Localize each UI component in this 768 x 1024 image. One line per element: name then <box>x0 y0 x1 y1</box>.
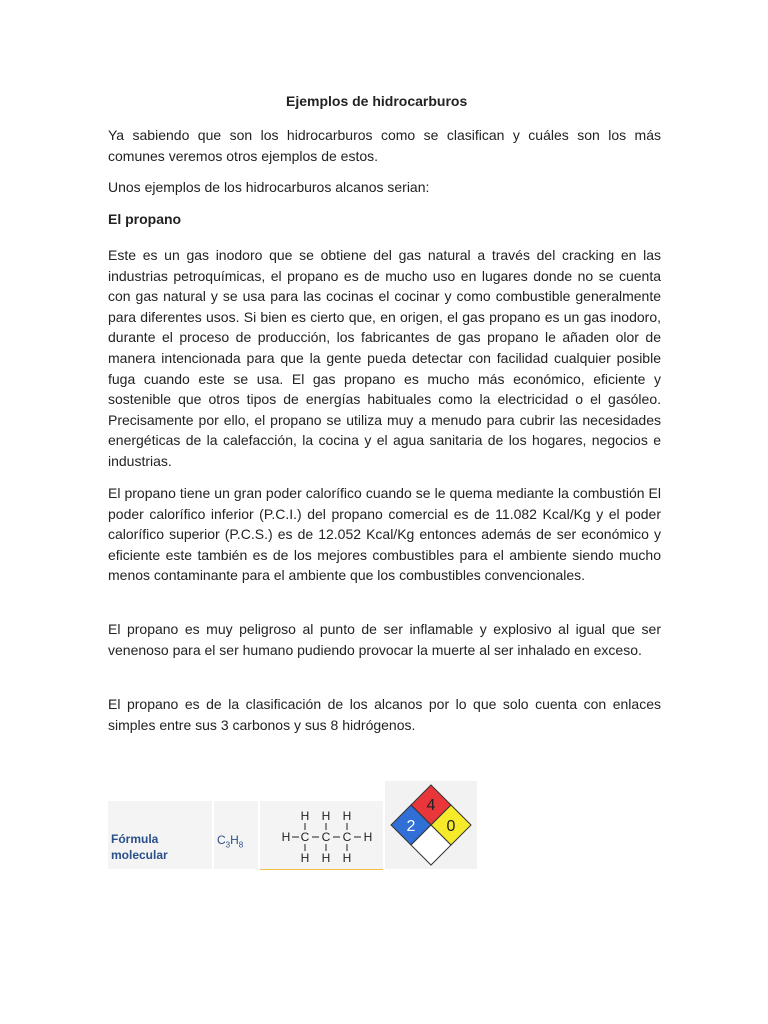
reactivity-rating: 0 <box>446 818 456 835</box>
nfpa-diamond-graphic <box>385 781 477 869</box>
carbon-atom: C <box>321 830 331 844</box>
flammability-rating: 4 <box>426 797 436 814</box>
section-heading: El propano <box>108 211 182 227</box>
hydrogen-atom: H <box>342 851 352 865</box>
hydrogen-atom: H <box>363 830 373 844</box>
formula-label: Fórmula molecular <box>111 832 168 862</box>
hydrogen-atom: H <box>342 809 352 823</box>
danger-paragraph: El propano es muy peligroso al punto de ser inflamable y explosivo al igual que ser venenoso para el ser humano pudiendo provocar la muerte al ser inhalado en exceso. <box>108 621 661 658</box>
hydrogen-atom: H <box>321 851 331 865</box>
molecular-formula: $C_3H_8$ <box>217 833 244 850</box>
examples-paragraph: Unos ejemplos de los hidrocarburos alcanos serian: <box>108 179 430 195</box>
carbon-atom: C <box>342 830 352 844</box>
hydrogen-atom: H <box>300 851 310 865</box>
classification-paragraph: El propano es de la clasificación de los alcanos por lo que solo cuenta con enlaces simples entre sus 3 carbonos y sus 8 hidrógenos. <box>108 696 661 733</box>
hydrogen-atom: H <box>281 830 291 844</box>
description-paragraph: Este es un gas inodoro que se obtiene del gas natural a través del cracking en las industrias petroquímicas, el propano es de mucho uso en lugares donde no se cuenta con gas natural y se usa para las cocinas el cocinar y como combustible generalmente para diferentes usos. Si bien es cierto que, en origen, el gas propano es un gas inodoro, durante el proceso de producción, los fabricantes de gas propano le añaden olor de manera intencionada para que la gente pueda detectar con facilidad cualquier posible fuga cuando este se usa. El gas propano es mucho más económico, eficiente y sostenible que otros tipos de energías habituales como la electricidad o el gasóleo. Precisamente por ello, el propano se utiliza muy a menudo para cubrir las necesidades energéticas de la calefacción, la cocina y el agua sanitaria de los hogares, negocios e industrias. <box>108 247 661 469</box>
intro-paragraph: Ya sabiendo que son los hidrocarburos como se clasifican y cuáles son los más comunes veremos otros ejemplos de estos. <box>108 127 661 164</box>
formula-cell <box>214 801 258 869</box>
hydrogen-atom: H <box>321 809 331 823</box>
carbon-atom: C <box>300 830 310 844</box>
formula-label-cell <box>108 801 212 869</box>
health-rating: 2 <box>406 818 416 835</box>
calorific-paragraph: El propano tiene un gran poder calorífico cuando se le quema mediante la combustión El poder calorífico inferior (P.C.I.) del propano comercial es de 11.082 Kcal/Kg y el poder calorífico superior (P.C.S.) es de 12.052 Kcal/Kg entonces además de ser económico y eficiente este también es de los mejores combustibles para el ambiente siendo mucho menos contaminante para el ambiente que los combustibles convencionales. <box>108 485 661 584</box>
propane-structure-diagram <box>260 801 383 869</box>
nfpa-diamond <box>385 781 477 869</box>
structure-cell <box>260 801 383 870</box>
hydrogen-atom: H <box>300 809 310 823</box>
page-title: Ejemplos de hidrocarburos <box>286 93 468 109</box>
